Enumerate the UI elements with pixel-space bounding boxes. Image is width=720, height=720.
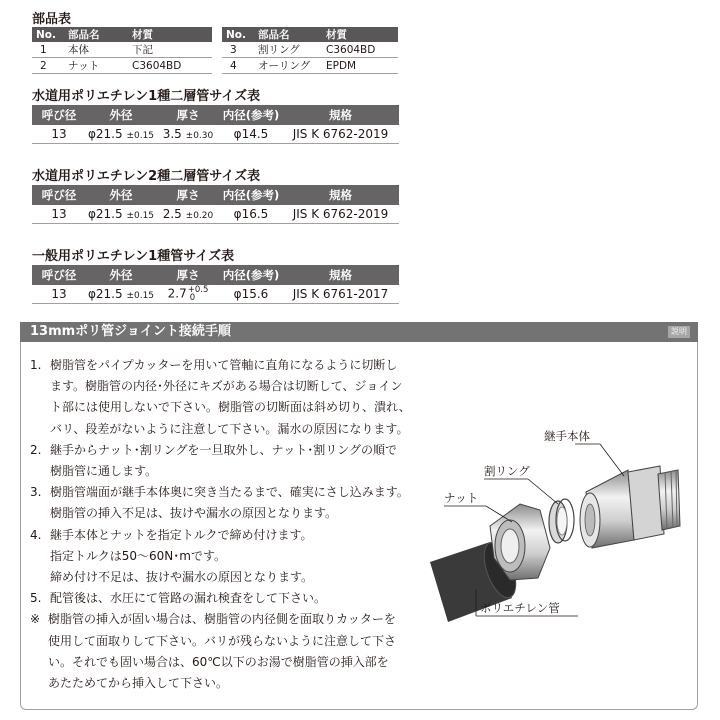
step-line: ます。樹脂管の内径･外径にキズがある場合は切断して、ジョイン (50, 379, 403, 394)
step-note (30, 609, 425, 694)
step-line: 締め付け不足は、抜けや漏水の原因となります。 (50, 570, 314, 585)
col-od: 外径 (86, 105, 156, 125)
part-name: ナット (64, 58, 128, 74)
col-nominal: 呼び径 (32, 185, 86, 205)
note-line: あたためてから挿入して下さい。 (48, 676, 229, 691)
col-standard: 規格 (282, 265, 399, 285)
step-line: 樹脂管端面が継手本体奥に突き当たるまで、確実にさし込みます。 (50, 485, 409, 500)
step-line: 指定トルクは50～60N･mです。 (50, 548, 227, 563)
thickness-tolerance (188, 286, 209, 302)
step-number: 5. (30, 591, 42, 606)
step-1 (30, 355, 425, 440)
col-name: 部品名 (64, 27, 128, 42)
table-row (222, 42, 398, 58)
step-number: 1. (30, 358, 42, 372)
part-no: 3 (222, 42, 254, 58)
thickness-value: 2.5 (162, 207, 182, 221)
col-material: 材質 (128, 27, 212, 42)
note-line: 樹脂管の挿入が固い場合は、樹脂管の内径側を面取りカッターを (48, 612, 396, 627)
table-row (32, 58, 212, 74)
note-line: 使用して面取りして下さい。バリが残らないように注意して下さ (48, 633, 397, 648)
label-split-ring: 割リング (484, 464, 530, 478)
col-no: No. (32, 27, 64, 42)
ring-leader (528, 479, 558, 504)
part-material: 下記 (128, 42, 212, 58)
label-pipe: ポリエチレン管 (480, 601, 560, 615)
id-cell: φ15.6 (220, 285, 282, 304)
table-row (222, 58, 398, 74)
thickness-tolerance: ±0.30 (185, 131, 214, 141)
label-nut: ナット (444, 491, 479, 505)
note-line: い。それでも固い場合は、60℃以下のお湯で樹脂管の挿入部を (48, 654, 389, 669)
id-cell: φ16.5 (220, 205, 282, 224)
col-thickness: 厚さ (156, 185, 220, 205)
od-cell (86, 125, 156, 144)
note-mark: ※ (30, 612, 41, 627)
parts-table-left (32, 27, 212, 74)
table-row (32, 125, 399, 144)
table-row (32, 205, 399, 224)
id-cell: φ14.5 (220, 125, 282, 144)
size-table-1-title: 水道用ポリエチレン1種二層管サイズ表 (32, 89, 261, 104)
col-no: No. (222, 27, 254, 42)
step-line: ト部には使用しないで下さい。樹脂管の切断面は斜め切り、潰れ、 (50, 400, 411, 415)
part-no: 2 (32, 58, 64, 74)
thickness-tol-upper: +0.5 (187, 285, 209, 295)
od-cell (86, 285, 156, 304)
col-standard: 規格 (282, 185, 399, 205)
step-number: 2. (30, 442, 42, 457)
standard-cell: JIS K 6762-2019 (282, 125, 399, 144)
step-line: バリ、段差がないように注意して下さい。漏水の原因になります。 (50, 421, 409, 436)
col-nominal: 呼び径 (32, 105, 86, 125)
nominal-cell: 13 (32, 205, 86, 224)
step-4 (30, 525, 425, 589)
size-table-3 (32, 265, 399, 304)
joint-diagram (428, 430, 690, 635)
nominal-cell: 13 (32, 285, 86, 304)
thickness-cell (156, 125, 220, 144)
size-table-1 (32, 105, 399, 144)
col-thickness: 厚さ (156, 105, 220, 125)
od-tolerance: ±0.15 (126, 131, 155, 141)
od-value: φ21.5 (87, 207, 123, 221)
procedure-title: 13mmポリ管ジョイント接続手順 (30, 324, 231, 339)
label-joint-body: 継手本体 (544, 430, 590, 443)
step-line: 樹脂管に通します。 (50, 464, 158, 479)
od-value: φ21.5 (87, 287, 123, 301)
col-od: 外径 (86, 265, 156, 285)
step-3 (30, 482, 425, 524)
parts-title: 部品表 (32, 12, 72, 27)
split-ring-shape (549, 499, 574, 543)
col-id: 内径(参考) (220, 105, 282, 125)
nominal-cell: 13 (32, 125, 86, 144)
standard-cell: JIS K 6762-2019 (282, 205, 399, 224)
thickness-value: 3.5 (162, 127, 182, 141)
col-material: 材質 (322, 27, 398, 42)
body-leader (600, 444, 624, 476)
step-line: 継手からナット･割リングを一旦取外し、ナット･割リングの順で (50, 442, 398, 457)
od-cell (86, 205, 156, 224)
part-no: 4 (222, 58, 254, 74)
col-id: 内径(参考) (220, 265, 282, 285)
part-name: 本体 (64, 42, 128, 58)
col-nominal: 呼び径 (32, 265, 86, 285)
standard-cell: JIS K 6761-2017 (282, 285, 399, 304)
thickness-tol-lower: 0 (189, 293, 196, 303)
thickness-cell (156, 285, 220, 304)
step-number: 4. (30, 527, 42, 542)
thickness-value: 2.7 (167, 286, 187, 301)
part-material: C3604BD (322, 42, 398, 58)
od-tolerance: ±0.15 (126, 291, 155, 301)
thickness-cell (156, 205, 220, 224)
procedure-tag: 説明 (668, 326, 690, 338)
joint-body-shape (580, 466, 680, 548)
procedure-header (20, 322, 698, 342)
step-line: 配管後は、水圧にて管路の漏れ検査をして下さい。 (50, 591, 327, 606)
step-line: 樹脂管をパイプカッターを用いて管軸に直角になるように切断し (50, 358, 398, 372)
part-name: 割リング (254, 42, 322, 58)
part-material: EPDM (322, 58, 398, 74)
size-table-2 (32, 185, 399, 224)
step-line: 樹脂管の挿入不足は、抜けや漏水の原因となります。 (50, 506, 338, 521)
col-id: 内径(参考) (220, 185, 282, 205)
col-od: 外径 (86, 185, 156, 205)
part-material: C3604BD (128, 58, 212, 74)
size-table-3-title: 一般用ポリエチレン1種管サイズ表 (32, 249, 235, 264)
size-table-2-title: 水道用ポリエチレン2種二層管サイズ表 (32, 169, 261, 184)
col-name: 部品名 (254, 27, 322, 42)
procedure-steps (30, 355, 425, 694)
col-thickness: 厚さ (156, 265, 220, 285)
step-line: 継手本体とナットを指定トルクで締め付けます。 (50, 527, 313, 542)
thickness-tolerance: ±0.20 (185, 211, 214, 221)
step-5 (30, 588, 425, 609)
table-row (32, 42, 212, 58)
od-tolerance: ±0.15 (126, 211, 155, 221)
table-row (32, 285, 399, 304)
od-value: φ21.5 (87, 127, 123, 141)
step-2 (30, 440, 425, 482)
col-standard: 規格 (282, 105, 399, 125)
parts-table-right (222, 27, 398, 74)
part-name: オーリング (254, 58, 322, 74)
part-no: 1 (32, 42, 64, 58)
step-number: 3. (30, 485, 42, 500)
